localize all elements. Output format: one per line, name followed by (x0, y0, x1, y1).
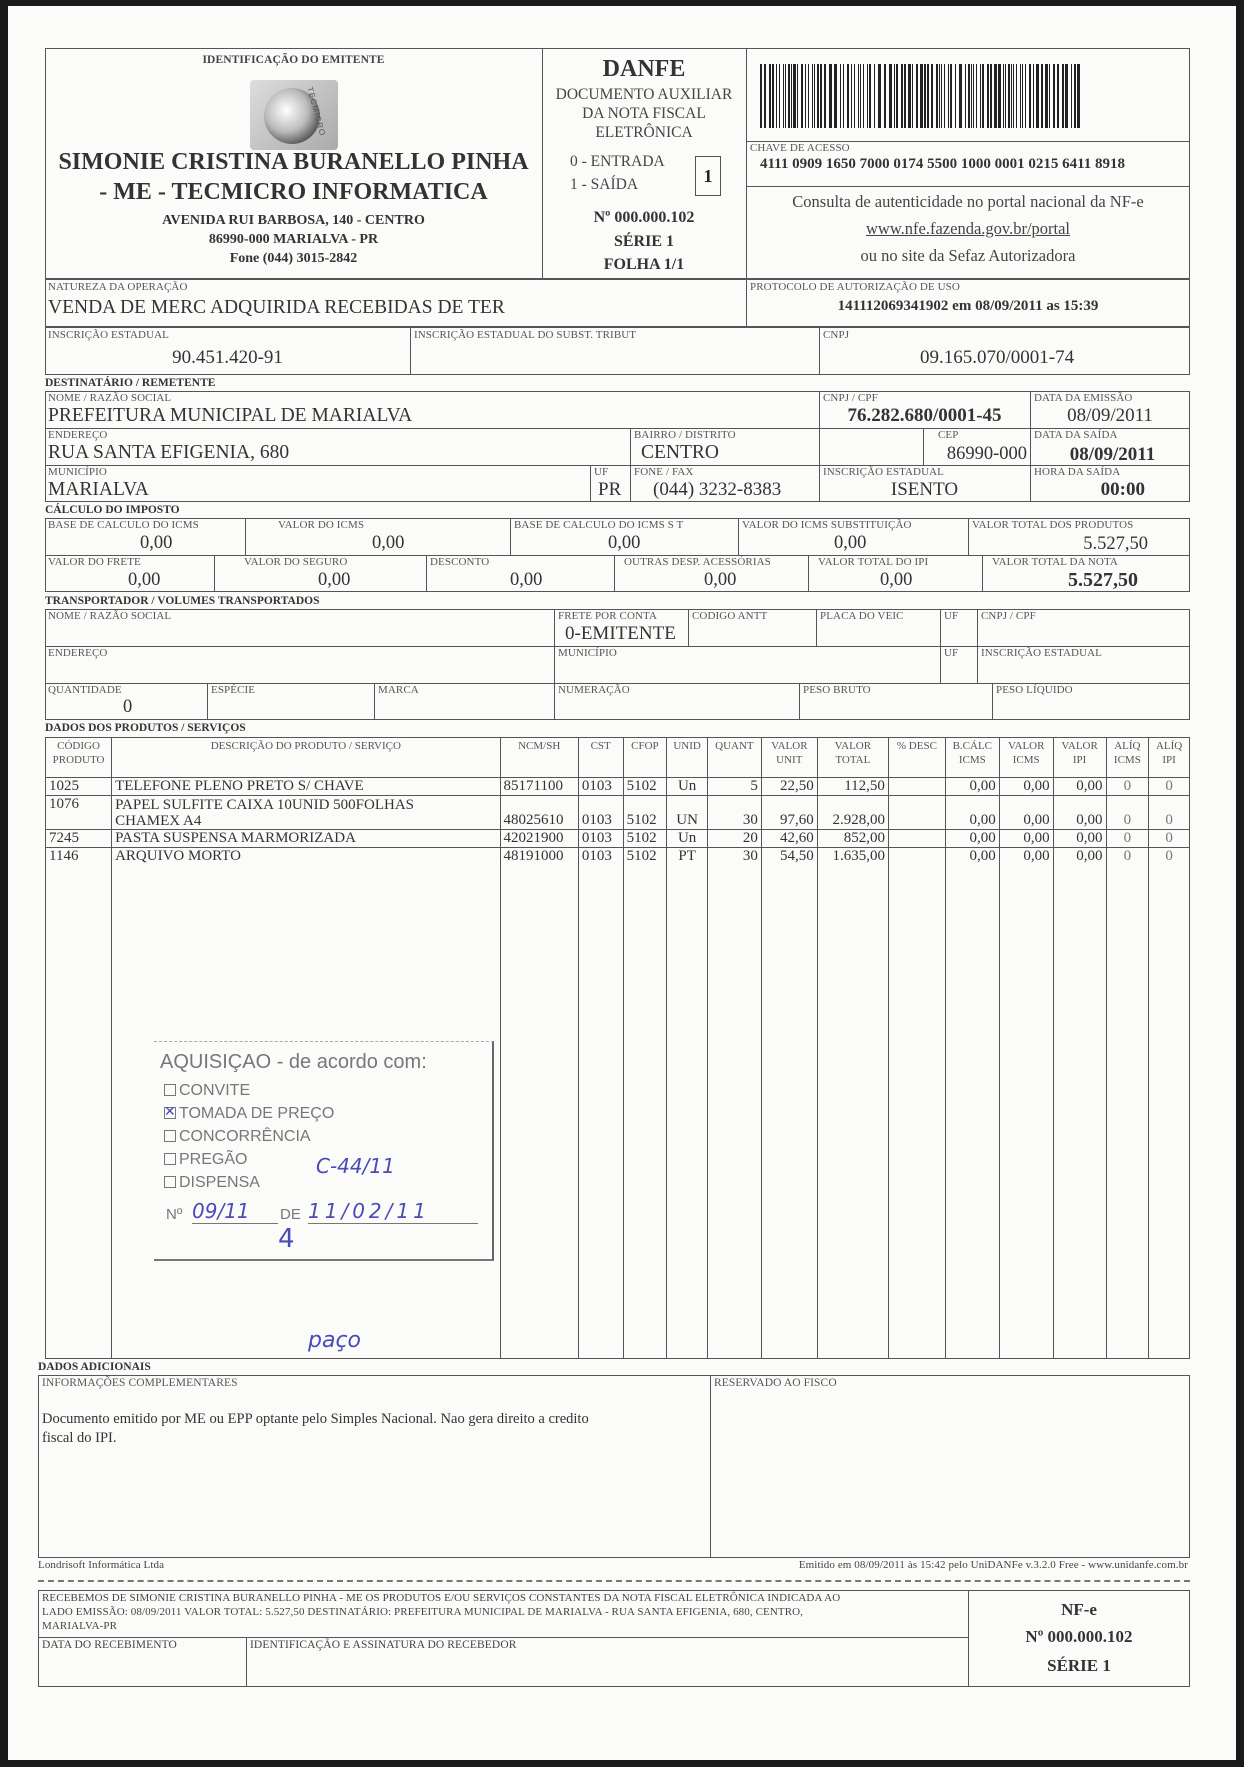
stamp-option-label: PREGÃO (179, 1151, 248, 1168)
total-produtos-label: VALOR TOTAL DOS PRODUTOS (972, 519, 1134, 531)
natureza-label: NATUREZA DA OPERAÇÃO (48, 281, 188, 293)
table-row (46, 796, 1190, 830)
divider (710, 1375, 711, 1558)
cell-unid: Un (667, 778, 708, 796)
cell-vipi: 0,00 (1053, 830, 1106, 848)
checkbox-icon (164, 1084, 176, 1096)
cell-vipi: 0,00 (1053, 848, 1106, 866)
divider (746, 186, 1190, 187)
cell-cst: 0103 (578, 778, 623, 796)
cell-vipi: 0,00 (1053, 778, 1106, 796)
transporte-section-label: TRANSPORTADOR / VOLUMES TRANSPORTADOS (45, 595, 320, 607)
cell-cfop: 5102 (623, 848, 667, 866)
cell-ncm: 85171100 (500, 778, 578, 796)
cell-vunit: 97,60 (761, 796, 817, 830)
stamp-option-label: CONCORRÊNCIA (179, 1128, 311, 1145)
table-row (46, 848, 1190, 866)
descricao-line2: CHAMEX A4 (115, 813, 202, 829)
cell-desc (888, 848, 945, 866)
stamp-numero: 09/11 (192, 1199, 278, 1224)
transp-uf2-label: UF (944, 647, 959, 659)
col-codigo: CÓDIGO PRODUTO (46, 738, 112, 778)
checkbox-icon (164, 1130, 176, 1142)
adicionais-box (38, 1375, 1190, 1558)
base-icms: 0,00 (140, 533, 173, 553)
divider (746, 48, 747, 279)
dest-bairro: CENTRO (641, 442, 719, 463)
checkbox-checked-icon (164, 1107, 176, 1119)
dest-saida: 08/09/2011 (1069, 444, 1156, 465)
ie-label: INSCRIÇÃO ESTADUAL (48, 329, 170, 341)
transp-especie-label: ESPÉCIE (211, 684, 256, 696)
divider (808, 555, 809, 592)
dest-hora-label: HORA DA SAÍDA (1034, 466, 1121, 478)
ipi-label: VALOR TOTAL DO IPI (818, 556, 929, 568)
desconto: 0,00 (510, 570, 543, 590)
cell-vunit: 42,60 (761, 830, 817, 848)
danfe-numero: Nº 000.000.102 (593, 209, 695, 226)
divider (45, 465, 1190, 466)
divider (207, 683, 208, 720)
dest-cnpj: 76.282.680/0001-45 (847, 405, 1002, 426)
cell-vicms: 0,00 (999, 830, 1053, 848)
col-desc: % DESC (888, 738, 945, 778)
dest-endereco-label: ENDEREÇO (48, 429, 108, 441)
emitente-name-line2: - ME - TECMICRO INFORMATICA (99, 179, 488, 205)
cell-vipi: 0,00 (1053, 796, 1106, 830)
cell-vtotal: 852,00 (817, 830, 888, 848)
divider (410, 327, 411, 375)
checkbox-icon (164, 1176, 176, 1188)
assinatura-label: IDENTIFICAÇÃO E ASSINATURA DO RECEBEDOR (250, 1639, 517, 1651)
danfe-subtitle-2: DA NOTA FISCAL (582, 105, 706, 122)
danfe-tipo-box: 1 (695, 156, 721, 196)
dest-emissao-label: DATA DA EMISSÃO (1034, 392, 1133, 404)
reservado-fisco-label: RESERVADO AO FISCO (714, 1377, 837, 1389)
cell-cst: 0103 (578, 796, 623, 830)
cell-aipi: 0 (1149, 796, 1190, 830)
col-valor-unit: VALOR UNIT (761, 738, 817, 778)
divider (590, 465, 591, 502)
cell-ncm: 48025610 (500, 796, 578, 830)
emitente-phone: Fone (044) 3015-2842 (229, 251, 358, 266)
transp-antt-label: CODIGO ANTT (692, 610, 768, 622)
dest-bairro-label: BAIRRO / DISTRITO (634, 429, 736, 441)
total-produtos: 5.527,50 (1083, 534, 1148, 554)
cell-codigo: 1146 (46, 848, 112, 866)
cell-bcalc: 0,00 (945, 830, 999, 848)
cell-descricao: ARQUIVO MORTO (112, 848, 500, 866)
divider (630, 428, 631, 465)
danfe-folha: FOLHA 1/1 (603, 256, 685, 273)
col-cst: CST (578, 738, 623, 778)
divider (45, 428, 1190, 429)
transp-municipio-label: MUNICÍPIO (558, 647, 617, 659)
natureza-value: VENDA DE MERC ADQUIRIDA RECEBIDAS DE TER (48, 297, 505, 318)
divider (940, 609, 941, 683)
canhoto-text-line3: MARIALVA-PR (42, 1620, 118, 1632)
produtos-header-row (46, 738, 1190, 778)
cell-vicms: 0,00 (999, 778, 1053, 796)
cnpj-value: 09.165.070/0001-74 (920, 347, 1075, 368)
stamp-option-concorrencia[interactable] (164, 1128, 311, 1146)
danfe-entrada: 0 - ENTRADA (570, 153, 665, 170)
dest-cep-label: CEP (938, 429, 959, 441)
frete-label: VALOR DO FRETE (48, 556, 141, 568)
cell-aipi: 0 (1149, 830, 1190, 848)
cell-aicms: 0 (1106, 796, 1149, 830)
signature-mark: 4 (278, 1224, 295, 1254)
canhoto-text-line1: RECEBEMOS DE SIMONIE CRISTINA BURANELLO PINHA - ME OS PRODUTOS E/OU SERVIÇOS CONSTANTES DA NOTA FISCAL ELETRÔNICA INDICADA AO (42, 1592, 841, 1604)
stamp-option-convite[interactable] (164, 1082, 250, 1100)
col-quant: QUANT (707, 738, 761, 778)
dest-endereco: RUA SANTA EFIGENIA, 680 (48, 442, 290, 463)
cell-descricao (112, 796, 500, 830)
stamp-option-pregao[interactable] (164, 1151, 247, 1169)
cell-aicms: 0 (1106, 778, 1149, 796)
cell-unid: Un (667, 830, 708, 848)
cell-cst: 0103 (578, 830, 623, 848)
cell-bcalc: 0,00 (945, 778, 999, 796)
valor-icms-label: VALOR DO ICMS (278, 519, 365, 531)
cell-vtotal: 112,50 (817, 778, 888, 796)
canhoto-numero: Nº 000.000.102 (1025, 1627, 1133, 1646)
transp-placa-label: PLACA DO VEIC (820, 610, 904, 622)
divider (554, 609, 555, 720)
emitente-address: AVENIDA RUI BARBOSA, 140 - CENTRO (162, 213, 425, 228)
danfe-title: DANFE (602, 56, 686, 82)
divider (214, 555, 215, 592)
divider (426, 555, 427, 592)
stamp-option-label: CONVITE (179, 1082, 251, 1099)
cell-codigo: 7245 (46, 830, 112, 848)
transp-endereco-label: ENDEREÇO (48, 647, 108, 659)
dest-ie: ISENTO (890, 479, 959, 500)
cell-ncm: 42021900 (500, 830, 578, 848)
divider (630, 465, 631, 502)
divider (738, 518, 739, 555)
protocolo-value: 141112069341902 em 08/09/2011 as 15:39 (837, 298, 1099, 314)
divider (816, 609, 817, 646)
outras-label: OUTRAS DESP. ACESSÓRIAS (624, 556, 771, 568)
seguro-label: VALOR DO SEGURO (244, 556, 348, 568)
stamp-data: 11/02/11 (308, 1199, 478, 1224)
cell-descricao: TELEFONE PLENO PRETO S/ CHAVE (112, 778, 500, 796)
divider (614, 555, 615, 592)
danfe-subtitle-1: DOCUMENTO AUXILIAR (555, 86, 733, 103)
transp-numeracao-label: NUMERAÇÃO (558, 684, 630, 696)
cell-unid: PT (667, 848, 708, 866)
cell-vicms: 0,00 (999, 796, 1053, 830)
checkbox-icon (164, 1153, 176, 1165)
ipi: 0,00 (880, 570, 913, 590)
dest-cnpj-label: CNPJ / CPF (823, 392, 878, 404)
chave-value[interactable]: 4111 0909 1650 7000 0174 5500 1000 0001 0215 6411 8918 (760, 156, 1126, 172)
cell-bcalc: 0,00 (945, 796, 999, 830)
stamp-option-label: TOMADA DE PREÇO (179, 1105, 335, 1122)
canhoto-nfe: NF-e (1061, 1600, 1097, 1619)
cell-desc (888, 778, 945, 796)
transp-cnpj-label: CNPJ / CPF (981, 610, 1036, 622)
stamp-option-dispensa[interactable] (164, 1174, 260, 1192)
stamp-title: AQUISIÇAO - de acordo com: (160, 1051, 427, 1073)
danfe-saida: 1 - SAÍDA (570, 176, 639, 193)
col-valor-ipi: VALOR IPI (1053, 738, 1106, 778)
info-line2: fiscal do IPI. (42, 1430, 117, 1446)
transp-peso-bruto-label: PESO BRUTO (803, 684, 871, 696)
chave-label: CHAVE DE ACESSO (750, 142, 850, 154)
consulta-sefaz-text: ou no site da Sefaz Autorizadora (860, 246, 1076, 265)
dest-hora: 00:00 (1100, 479, 1145, 500)
dest-fone: (044) 3232-8383 (653, 479, 782, 500)
cell-quant: 30 (707, 796, 761, 830)
descricao-line1: PAPEL SULFITE CAIXA 10UNID 500FOLHAS (115, 797, 415, 813)
cell-ncm: 48191000 (500, 848, 578, 866)
cell-codigo: 1076 (46, 796, 112, 830)
barcode (760, 64, 1178, 128)
info-line1: Documento emitido por ME ou EPP optante pelo Simples Nacional. Nao gera direito a credito (42, 1411, 589, 1427)
emitente-logo (250, 80, 338, 150)
emitente-name-line1: SIMONIE CRISTINA BURANELLO PINHA (58, 149, 529, 175)
divider (38, 1637, 968, 1638)
cell-cst: 0103 (578, 848, 623, 866)
info-complementares-label: INFORMAÇÕES COMPLEMENTARES (42, 1377, 238, 1389)
cell-cfop: 5102 (623, 796, 667, 830)
stamp-option-label: DISPENSA (179, 1174, 260, 1191)
dest-ie-label: INSCRIÇÃO ESTADUAL (823, 466, 945, 478)
valor-st: 0,00 (834, 533, 867, 553)
transp-peso-liquido-label: PESO LÍQUIDO (996, 684, 1073, 696)
cell-vunit: 54,50 (761, 848, 817, 866)
stamp-de: DE (280, 1206, 301, 1223)
dest-cep: 86990-000 (946, 444, 1027, 464)
outras: 0,00 (704, 570, 737, 590)
cnpj-label: CNPJ (823, 329, 850, 341)
stamp-option-tomada-preco[interactable] (164, 1105, 334, 1123)
valor-st-label: VALOR DO ICMS SUBSTITUIÇÃO (742, 519, 912, 531)
ie-st-label: INSCRIÇÃO ESTADUAL DO SUBST. TRIBUT (414, 329, 637, 341)
col-valor-icms: VALOR ICMS (999, 738, 1053, 778)
data-recebimento-label: DATA DO RECEBIMENTO (42, 1639, 177, 1651)
desconto-label: DESCONTO (430, 556, 490, 568)
protocolo-label: PROTOCOLO DE AUTORIZAÇÃO DE USO (750, 281, 960, 293)
col-ncm: NCM/SH (500, 738, 578, 778)
dest-emissao: 08/09/2011 (1067, 405, 1153, 426)
frete: 0,00 (128, 570, 161, 590)
valor-icms: 0,00 (372, 533, 405, 553)
dest-municipio: MARIALVA (48, 479, 149, 500)
base-st: 0,00 (608, 533, 641, 553)
cell-cfop: 5102 (623, 778, 667, 796)
danfe-document (8, 6, 1236, 1760)
table-row (46, 830, 1190, 848)
cell-aicms: 0 (1106, 830, 1149, 848)
col-unid: UNID (667, 738, 708, 778)
seguro: 0,00 (318, 570, 351, 590)
software-credit: Londrisoft Informática Ltda (38, 1559, 165, 1571)
cell-bcalc: 0,00 (945, 848, 999, 866)
cell-quant: 5 (707, 778, 761, 796)
cut-line (38, 1580, 1190, 1582)
total-nota-label: VALOR TOTAL DA NOTA (992, 556, 1118, 568)
handwritten-signature: paço (308, 1328, 362, 1353)
transp-frete-label: FRETE POR CONTA (558, 610, 658, 622)
cell-codigo: 1025 (46, 778, 112, 796)
danfe-subtitle-3: ELETRÔNICA (595, 124, 693, 141)
base-icms-label: BASE DE CALCULO DO ICMS (48, 519, 199, 531)
transp-uf-label: UF (944, 610, 959, 622)
col-cfop: CFOP (623, 738, 667, 778)
danfe-serie: SÉRIE 1 (613, 233, 675, 250)
table-row (46, 778, 1190, 796)
dest-saida-label: DATA DA SAÍDA (1034, 429, 1118, 441)
divider (246, 1637, 247, 1687)
cell-desc (888, 796, 945, 830)
divider (245, 518, 246, 555)
cell-unid: UN (667, 796, 708, 830)
handwritten-ref: C-44/11 (316, 1154, 395, 1178)
col-aliq-ipi: ALÍQ IPI (1149, 738, 1190, 778)
divider (968, 518, 969, 555)
transp-quantidade-label: QUANTIDADE (48, 684, 122, 696)
canhoto-text-line2: LADO EMISSÃO: 08/09/2011 VALOR TOTAL: 5.527,50 DESTINATÁRIO: PREFEITURA MUNICIPAL DE MARIALVA - RUA SANTA EFIGENIA, 680, CENTRO, (42, 1606, 804, 1618)
transp-nome-label: NOME / RAZÃO SOCIAL (48, 610, 172, 622)
col-valor-total: VALOR TOTAL (817, 738, 888, 778)
dest-uf: PR (598, 479, 622, 500)
dest-uf-label: UF (594, 466, 609, 478)
destinatario-section-label: DESTINATÁRIO / REMETENTE (45, 377, 216, 389)
emitente-city: 86990-000 MARIALVA - PR (208, 232, 379, 247)
dest-municipio-label: MUNICÍPIO (48, 466, 107, 478)
divider (992, 683, 993, 720)
divider (977, 609, 978, 683)
consulta-text: Consulta de autenticidade no portal nacional da NF-e (792, 192, 1144, 211)
canhoto-serie: SÉRIE 1 (1047, 1656, 1111, 1675)
logo-text: TECMICRO (305, 86, 328, 138)
col-descricao: DESCRIÇÃO DO PRODUTO / SERVIÇO (112, 738, 500, 778)
cell-aipi: 0 (1149, 848, 1190, 866)
cell-desc (888, 830, 945, 848)
cell-descricao: PASTA SUSPENSA MARMORIZADA (112, 830, 500, 848)
cell-vunit: 22,50 (761, 778, 817, 796)
col-bcalc-icms: B.CÁLC ICMS (945, 738, 999, 778)
produtos-section-label: DADOS DOS PRODUTOS / SERVIÇOS (45, 722, 246, 734)
consulta-url-link[interactable]: www.nfe.fazenda.gov.br/portal (865, 219, 1071, 238)
total-nota: 5.527,50 (1068, 569, 1138, 591)
cell-vtotal: 1.635,00 (817, 848, 888, 866)
divider (799, 683, 800, 720)
transp-marca-label: MARCA (378, 684, 419, 696)
divider (510, 518, 511, 555)
divider (819, 327, 820, 375)
dest-fone-label: FONE / FAX (634, 466, 694, 478)
transp-ie-label: INSCRIÇÃO ESTADUAL (981, 647, 1103, 659)
transp-quantidade: 0 (123, 697, 133, 717)
imposto-section-label: CÁLCULO DO IMPOSTO (45, 504, 180, 516)
cell-vtotal: 2.928,00 (817, 796, 888, 830)
cell-quant: 20 (707, 830, 761, 848)
cell-vicms: 0,00 (999, 848, 1053, 866)
ie-value: 90.451.420-91 (172, 347, 283, 368)
adicionais-section-label: DADOS ADICIONAIS (38, 1361, 151, 1373)
col-aliq-icms: ALÍQ ICMS (1106, 738, 1149, 778)
emitido-credit: Emitido em 08/09/2011 às 15:42 pelo UniDANFe v.3.2.0 Free - www.unidanfe.com.br (798, 1559, 1188, 1571)
divider (374, 683, 375, 720)
dest-nome: PREFEITURA MUNICIPAL DE MARIALVA (48, 405, 413, 426)
divider (688, 609, 689, 646)
cell-aipi: 0 (1149, 778, 1190, 796)
base-st-label: BASE DE CALCULO DO ICMS S T (514, 519, 684, 531)
cell-aicms: 0 (1106, 848, 1149, 866)
cell-quant: 30 (707, 848, 761, 866)
transp-frete: 0-EMITENTE (565, 623, 676, 644)
emitente-section-label: IDENTIFICAÇÃO DO EMITENTE (202, 54, 385, 66)
divider (982, 555, 983, 592)
dest-nome-label: NOME / RAZÃO SOCIAL (48, 392, 172, 404)
stamp-numero-prefix: Nº (166, 1206, 183, 1223)
cell-cfop: 5102 (623, 830, 667, 848)
